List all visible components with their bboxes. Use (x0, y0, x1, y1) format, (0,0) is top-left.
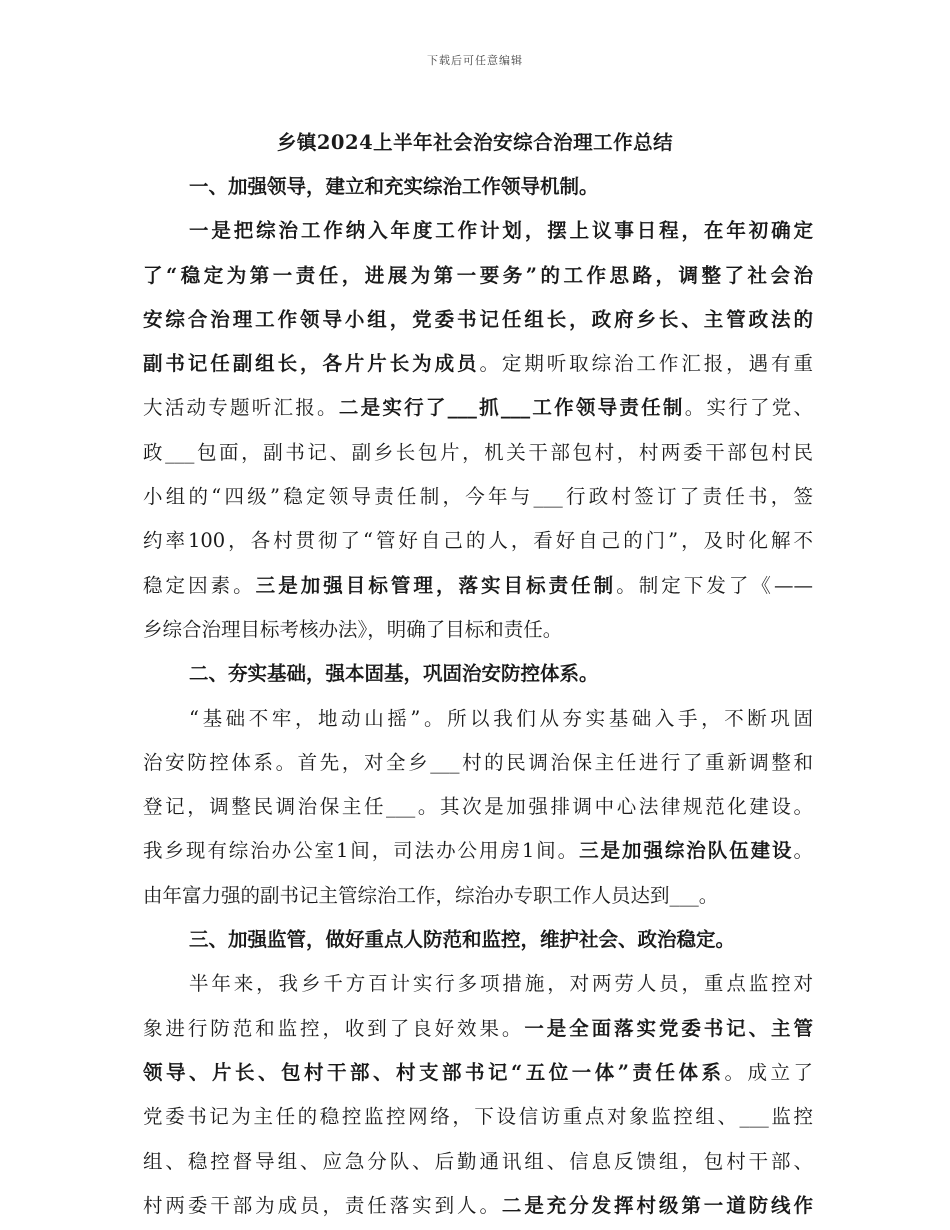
body-text: 组、稳控督导组、应急分队、后勤通讯组、信息反馈组，包村干部、 (143, 1149, 813, 1173)
body-line (143, 785, 813, 829)
body-text: “基础不牢，地动山摇”。所以我们从夯实基础入手，不断巩固 (189, 706, 813, 730)
document-title: 乡镇2024上半年社会治安综合治理工作总结 (276, 131, 674, 154)
body-line (143, 1140, 813, 1184)
body-line (143, 608, 813, 652)
body-text: 乡综合治理目标考核办法》，明确了目标和责任。 (143, 617, 563, 641)
bold-text: 安综合治理工作领导小组，党委书记任组长，政府乡长、主管政法的 (143, 307, 813, 331)
bold-text: 副书记任副组长，各片片长为成员 (143, 352, 480, 376)
body-line (143, 1095, 813, 1139)
body-line (143, 1184, 813, 1228)
body-line (143, 431, 813, 475)
body-line (143, 874, 813, 918)
body-text: 政___包面，副书记、副乡长包片，机关干部包村，村两委干部包村民 (143, 440, 813, 464)
bold-text: 一是把综治工作纳入年度工作计划，摆上议事日程，在年初确定 (189, 219, 813, 243)
body-line (143, 165, 813, 209)
bold-text: 二是充分发挥村级第一道防线作 (501, 1193, 813, 1217)
bold-text: 二、夯实基础，强本固基，巩固治安防控体系。 (189, 662, 599, 686)
body-line (143, 475, 813, 519)
body-text: 登记，调整民调治保主任___。其次是加强排调中心法律规范化建设。 (143, 795, 813, 819)
body-line (143, 298, 813, 342)
body-line (143, 697, 813, 741)
body-text: 稳定因素。 (143, 573, 256, 597)
body-text: 约率100，各村贯彻了“管好自己的人，看好自己的门”，及时化解不 (143, 529, 813, 553)
bold-text: 三是加强目标管理，落实目标责任制 (255, 573, 617, 597)
body-line (143, 652, 813, 696)
body-line (143, 918, 813, 962)
body-line (143, 1051, 813, 1095)
bold-text: 了“稳定为第一责任，进展为第一要务”的工作思路，调整了社会治 (143, 263, 813, 287)
bold-text: 领导、片长、包村干部、村支部书记“五位一体”责任体系 (143, 1060, 725, 1084)
bold-text: 三是加强综治队伍建设 (579, 839, 794, 863)
document-body (143, 165, 813, 1228)
body-line (143, 1007, 813, 1051)
body-line (143, 829, 813, 873)
bold-text: 一是全面落实党委书记、主管 (524, 1016, 813, 1040)
body-text: 村两委干部为成员，责任落实到人。 (143, 1193, 502, 1217)
body-text: 党委书记为主任的稳控监控网络，下设信访重点对象监控组、___监控 (143, 1105, 813, 1129)
body-text: 。成立了 (724, 1060, 813, 1084)
body-text: 治安防控体系。首先，对全乡___村的民调治保主任进行了重新调整和 (143, 750, 813, 774)
body-text: 大活动专题听汇报。 (143, 396, 339, 420)
body-line (143, 386, 813, 430)
body-text: 。实行了党、 (684, 396, 813, 420)
body-line (143, 209, 813, 253)
body-text: 。制定下发了《—— (616, 573, 813, 597)
body-text: 小组的“四级”稳定领导责任制，今年与___行政村签订了责任书，签 (143, 485, 813, 509)
body-text: 我乡现有综治办公室1间，司法办公用房1间。 (143, 839, 580, 863)
body-line (143, 741, 813, 785)
bold-text: 三、加强监管，做好重点人防范和监控，维护社会、政治稳定。 (189, 928, 736, 952)
body-line (143, 519, 813, 563)
body-line (143, 342, 813, 386)
body-text: 。 (793, 839, 813, 863)
bold-text: 二是实行了___抓___工作领导责任制 (338, 396, 685, 420)
body-text: 由年富力强的副书记主管综治工作，综治办专职工作人员达到___。 (143, 883, 719, 907)
bold-text: 一、加强领导，建立和充实综治工作领导机制。 (189, 175, 599, 198)
body-text: 。定期听取综治工作汇报，遇有重 (479, 352, 813, 376)
body-text: 象进行防范和监控，收到了良好效果。 (143, 1016, 525, 1040)
body-line (143, 962, 813, 1006)
body-line (143, 254, 813, 298)
body-line (143, 564, 813, 608)
download-note: 下载后可任意编辑 (427, 54, 523, 67)
body-text: 半年来，我乡千方百计实行多项措施，对两劳人员，重点监控对 (189, 972, 813, 996)
